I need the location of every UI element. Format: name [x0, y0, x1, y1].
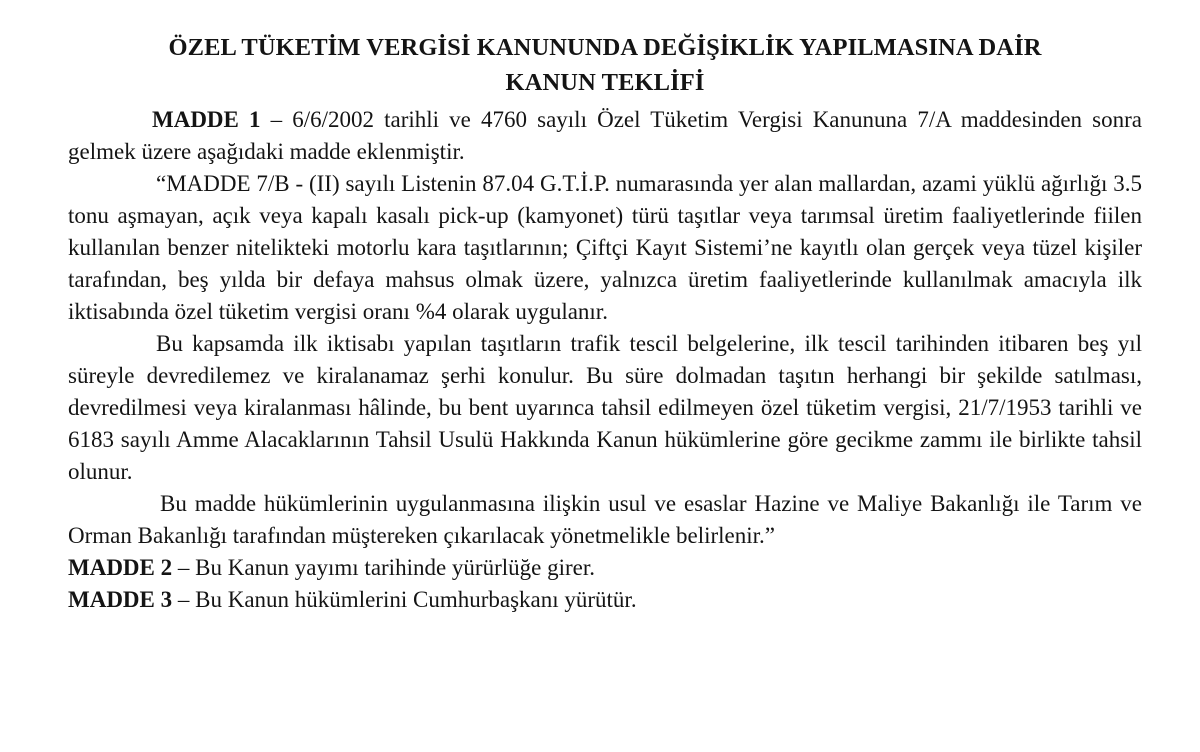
madde-3-paragraph [68, 584, 1142, 616]
madde-3-label: MADDE 3 [68, 587, 173, 612]
title-line-2: KANUN TEKLİFİ [505, 69, 705, 96]
madde-1-label: MADDE 1 [152, 107, 261, 132]
madde-3-text: – Bu Kanun hükümlerini Cumhurbaşkanı yürütür. [172, 587, 637, 612]
madde-7b-paragraph: “MADDE 7/B - (II) sayılı Listenin 87.04 G.T.İ.P. numarasında yer alan mallardan, azami yüklü ağırlığı 3.5 tonu aşmayan, açık veya kapalı kasalı pick-up (kamyonet) türü taşıtlar veya tarımsal üretim faaliyetlerinde fiilen kullanılan benzer nitelikteki motorlu kara taşıtlarının; Çiftçi Kayıt Sistemi’ne kayıtlı olan gerçek veya tüzel kişiler tarafından, beş yılda bir defaya mahsus olmak üzere, yalnızca üretim faaliyetlerinde kullanılmak amacıyla ilk iktisabında özel tüketim vergisi oranı %4 olarak uygulanır. [68, 171, 1142, 324]
madde-1-text: – 6/6/2002 tarihli ve 4760 sayılı Özel Tüketim Vergisi Kanununa 7/A maddesinden sonra gelmek üzere aşağıdaki madde eklenmiştir. [68, 107, 1142, 164]
document-title [68, 30, 1142, 100]
madde-2-paragraph [68, 552, 1142, 584]
madde-2-label: MADDE 2 [68, 555, 173, 580]
madde-2-text: – Bu Kanun yayımı tarihinde yürürlüğe girer. [172, 555, 595, 580]
usul-esas-paragraph: Bu madde hükümlerinin uygulanmasına ilişkin usul ve esaslar Hazine ve Maliye Bakanlığı ile Tarım ve Orman Bakanlığı tarafından müştereken çıkarılacak yönetmelikle belirlenir.” [68, 491, 1142, 548]
madde-1-paragraph [68, 104, 1142, 168]
tescil-paragraph: Bu kapsamda ilk iktisabı yapılan taşıtların trafik tescil belgelerine, ilk tescil tarihinden itibaren beş yıl süreyle devredilemez ve kiralanamaz şerhi konulur. Bu süre dolmadan taşıtın herhangi bir şekilde satılması, devredilmesi veya kiralanması hâlinde, bu bent uyarınca tahsil edilmeyen özel tüketim vergisi, 21/7/1953 tarihli ve 6183 sayılı Amme Alacaklarının Tahsil Usulü Hakkında Kanun hükümlerine göre gecikme zammı ile birlikte tahsil olunur. [68, 331, 1142, 484]
title-line-1: ÖZEL TÜKETİM VERGİSİ KANUNUNDA DEĞİŞİKLİK YAPILMASINA DAİR [168, 34, 1042, 61]
